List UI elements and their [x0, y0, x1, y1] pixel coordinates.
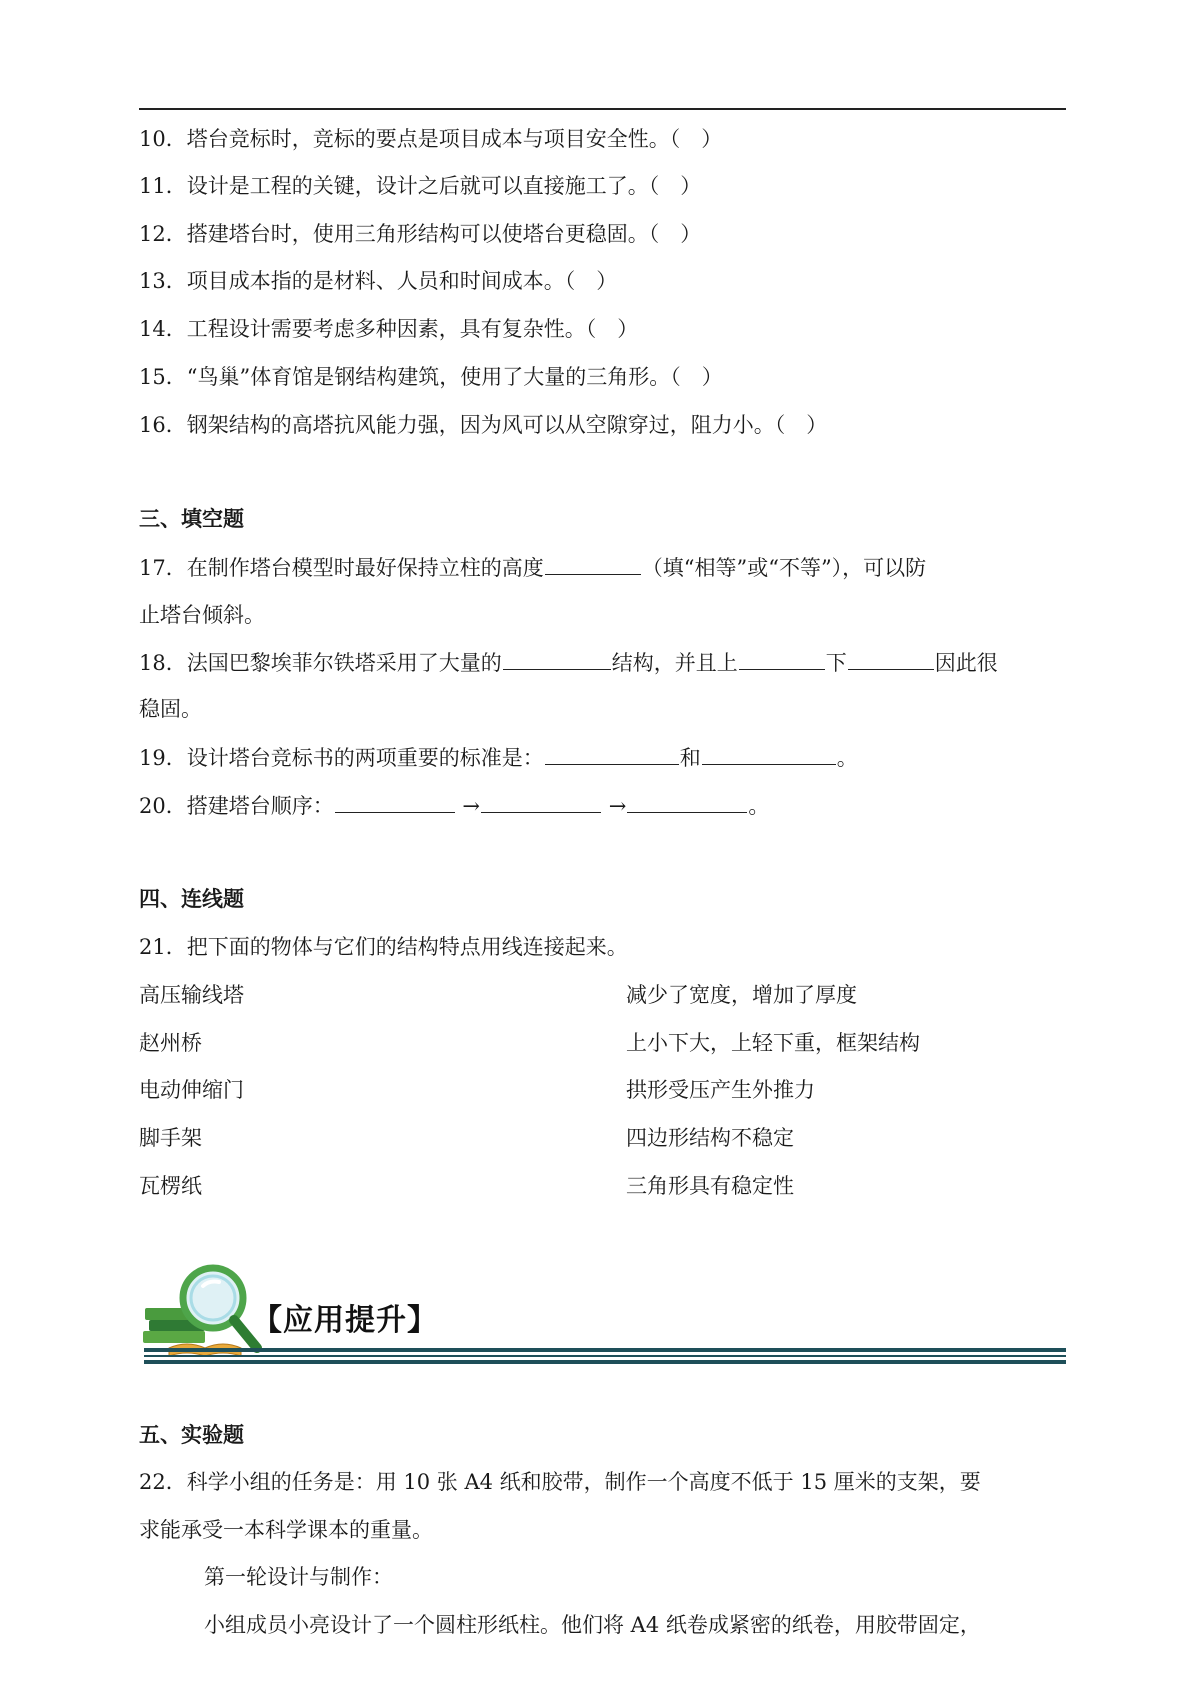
- question-11: 11．设计是工程的关键，设计之后就可以直接施工了。（ ）: [139, 174, 702, 198]
- answer-blank[interactable]: [848, 647, 934, 670]
- banner-title: 【应用提升】: [252, 1303, 438, 1338]
- question-17-text-a: 17．在制作塔台模型时最好保持立柱的高度: [139, 556, 544, 580]
- question-19-text-c: 。: [836, 746, 858, 770]
- question-19-text-a: 19．设计塔台竞标书的两项重要的标准是：: [139, 746, 544, 770]
- question-21: 21．把下面的物体与它们的结构特点用线连接起来。: [139, 935, 628, 959]
- question-18-text-b: 结构，并且上: [611, 651, 738, 675]
- match-right-item: 减少了宽度，增加了厚度: [626, 983, 857, 1007]
- match-right-item: 拱形受压产生外推力: [626, 1078, 815, 1102]
- section-heading-fill-blank: 三、填空题: [139, 506, 244, 531]
- arrow-icon: →: [608, 794, 627, 818]
- header-rule: [139, 108, 1066, 110]
- answer-blank[interactable]: [627, 790, 747, 813]
- question-22-line2: 求能承受一本科学课本的重量。: [139, 1518, 433, 1542]
- match-right-item: 三角形具有稳定性: [626, 1174, 794, 1198]
- banner-divider: [144, 1348, 1066, 1367]
- question-16: 16．钢架结构的高塔抗风能力强，因为风可以从空隙穿过，阻力小。（ ）: [139, 413, 828, 437]
- question-14: 14．工程设计需要考虑多种因素，具有复杂性。（ ）: [139, 317, 639, 341]
- match-left-item: 高压输线塔: [139, 983, 244, 1007]
- match-right-item: 四边形结构不稳定: [626, 1126, 794, 1150]
- question-17-line2: 止塔台倾斜。: [139, 603, 265, 627]
- question-22-line3: 第一轮设计与制作：: [204, 1565, 393, 1589]
- question-20-text: 20．搭建塔台顺序：: [139, 794, 334, 818]
- question-13: 13．项目成本指的是材料、人员和时间成本。（ ）: [139, 269, 618, 293]
- question-18-line1: [139, 647, 998, 678]
- answer-blank[interactable]: [335, 790, 455, 813]
- question-20-end: 。: [748, 794, 770, 818]
- question-18-text-c: 下: [825, 651, 847, 675]
- question-19: [139, 742, 858, 773]
- question-10: 10．塔台竞标时，竞标的要点是项目成本与项目安全性。（ ）: [139, 127, 723, 151]
- match-left-item: 脚手架: [139, 1126, 202, 1150]
- question-15: 15．“鸟巢”体育馆是钢结构建筑，使用了大量的三角形。（ ）: [139, 365, 723, 389]
- question-18-text-d: 因此很: [934, 651, 998, 675]
- section-heading-experiment: 五、实验题: [139, 1422, 244, 1447]
- answer-blank[interactable]: [503, 647, 611, 670]
- question-12: 12．搭建塔台时，使用三角形结构可以使塔台更稳固。（ ）: [139, 222, 702, 246]
- match-left-item: 瓦楞纸: [139, 1174, 202, 1198]
- answer-blank[interactable]: [545, 742, 679, 765]
- question-22-line4: 小组成员小亮设计了一个圆柱形纸柱。他们将 A4 纸卷成紧密的纸卷，用胶带固定，: [204, 1613, 981, 1637]
- section-heading-matching: 四、连线题: [139, 886, 244, 911]
- answer-blank[interactable]: [481, 790, 601, 813]
- match-right-item: 上小下大，上轻下重，框架结构: [626, 1031, 920, 1055]
- match-left-item: 电动伸缩门: [139, 1078, 244, 1102]
- arrow-icon: →: [462, 794, 481, 818]
- question-18-text-a: 18．法国巴黎埃菲尔铁塔采用了大量的: [139, 651, 502, 675]
- question-17-text-b: （填“相等”或“不等”），可以防: [641, 556, 927, 580]
- answer-blank[interactable]: [545, 552, 641, 575]
- question-20: [139, 790, 769, 821]
- match-left-item: 赵州桥: [139, 1031, 202, 1055]
- question-22-line1: 22．科学小组的任务是：用 10 张 A4 纸和胶带，制作一个高度不低于 15 厘米的支架，要: [139, 1470, 981, 1494]
- question-18-line2: 稳固。: [139, 697, 202, 721]
- answer-blank[interactable]: [702, 742, 836, 765]
- question-17-line1: [139, 552, 926, 583]
- answer-blank[interactable]: [739, 647, 825, 670]
- question-19-text-b: 和: [679, 746, 701, 770]
